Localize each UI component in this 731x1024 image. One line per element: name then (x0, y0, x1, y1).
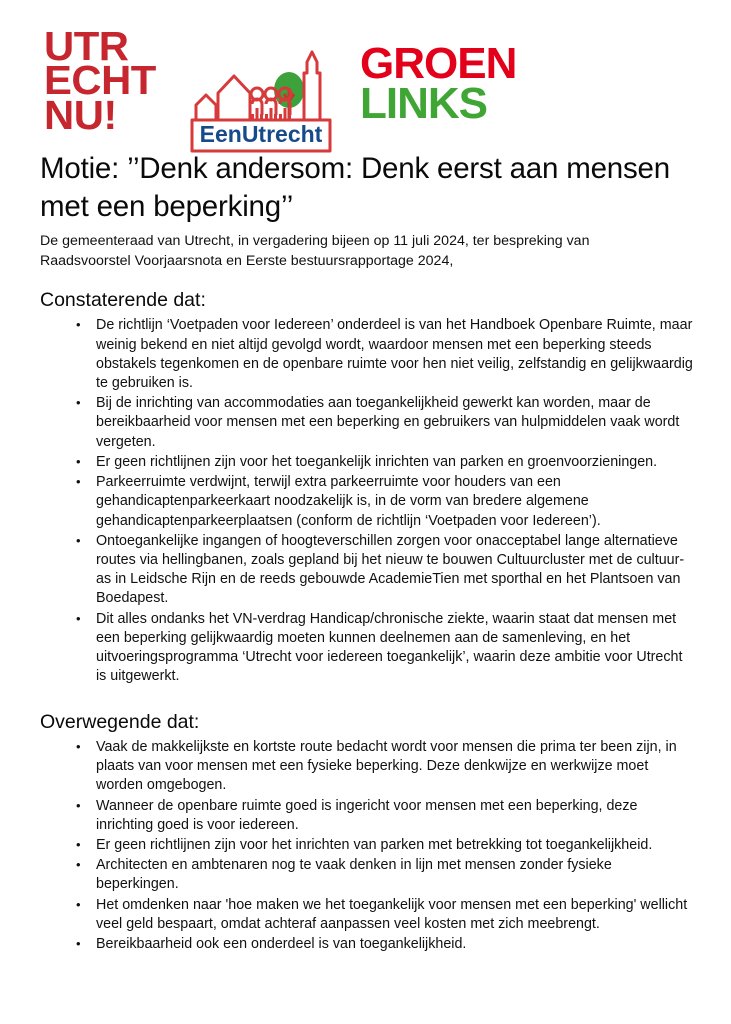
document-body (0, 150, 731, 954)
groenlinks-line-links: LINKS (360, 79, 487, 129)
section-constaterende (40, 289, 695, 687)
section-overwegende (40, 711, 695, 955)
list-item: • Bereikbaarheid ook een onderdeel is van toegankelijkheid. (74, 935, 695, 954)
list-item: • Er geen richtlijnen zijn voor het toegankelijk inrichten van parken en groenvoorzieningen. (74, 453, 695, 472)
list-item: • Het omdenken naar 'hoe maken we het toegankelijk voor mensen met een beperking' wellicht veel geld bespaart, omdat achteraf aanpassen veel kosten met zich meebrengt. (74, 896, 695, 934)
dom-tower-icon (304, 52, 320, 120)
utrecht-nu-logo (44, 23, 156, 138)
logo-bar (0, 0, 731, 150)
list-item: • De richtlijn ‘Voetpaden voor Iedereen’ onderdeel is van het Handboek Openbare Ruimte, maar weinig bekend en niet altijd gevolgd wordt, waardoor mensen met een beperking steeds obstakels tegenkomen en de openbare ruimte voor hen niet veilig, zelfstandig en gelijkwaardig te gebruiken is. (74, 316, 695, 393)
list-item: • Parkeerruimte verdwijnt, terwijl extra parkeerruimte voor houders van een gehandicaptenparkeerkaart noodzakelijk is, in de vorm van bredere algemene gehandicaptenparkeerplaatsen (conform de richtlijn ‘Voetpaden voor Iedereen’). (74, 473, 695, 531)
utrecht-nu-line-3: NU! (44, 91, 117, 138)
section-heading-constaterende: Constaterende dat: (40, 289, 206, 311)
large-house-icon (218, 76, 250, 120)
een-utrecht-skyline-icon (186, 48, 336, 160)
list-item: • Architecten en ambtenaren nog te vaak denken in lijn met mensen zonder fysieke beperkingen. (74, 856, 695, 894)
document-subtitle: De gemeenteraad van Utrecht, in vergadering bijeen op 11 juli 2024, ter bespreking van Raadsvoorstel Voorjaarsnota en Eerste bestuursrapportage 2024, (40, 232, 590, 269)
list-item: • Dit alles ondanks het VN-verdrag Handicap/chronische ziekte, waarin staat dat mensen met een beperking gelijkwaardig moeten kunnen deelnemen aan de samenleving, en het uitvoeringsprogramma ‘Utrecht voor iedereen toegankelijk’, waarin deze ambitie voor Utrecht is uitgewerkt. (74, 610, 695, 687)
utrecht-nu-line-2: ECHT (44, 57, 156, 104)
small-house-icon (196, 95, 216, 120)
list-item: • Wanneer de openbare ruimte goed is ingericht voor mensen met een beperking, deze inrichting goed is voor iedereen. (74, 797, 695, 835)
list-item: • Vaak de makkelijkste en kortste route bedacht wordt voor mensen die prima ter been zijn, in plaats van voor mensen met een fysieke beperking. Deze denkwijze en werkwijze moet worden omgebogen. (74, 738, 695, 796)
page-title: Motie: ’’Denk andersom: Denk eerst aan mensen met een beperking’’ (40, 152, 670, 224)
bullet-list-constaterende (40, 316, 695, 686)
een-utrecht-wordmark: EenUtrecht (199, 121, 323, 147)
een-utrecht-logo (186, 48, 336, 160)
groenlinks-line-groen: GROEN (360, 39, 517, 88)
bullet-list-overwegende (40, 738, 695, 954)
list-item: • Ontoegankelijke ingangen of hoogteverschillen zorgen voor onacceptabel lange alternatieve routes via hellingbanen, zoals gepland bij het nieuw te bouwen Cultuurcluster met de cultuur-as in Leidsche Rijn en de reeds gebouwde AcademieTien met sporthal en het Plantsoen van Boedapest. (74, 532, 695, 609)
list-item: • Bij de inrichting van accommodaties aan toegankelijkheid gewerkt kan worden, maar de bereikbaarheid voor mensen met een beperking en gebruikers van hulpmiddelen vaak wordt vergeten. (74, 394, 695, 452)
utrecht-nu-line-1: UTR (44, 23, 129, 69)
list-item: • Er geen richtlijnen zijn voor het inrichten van parken met betrekking tot toegankelijkheid. (74, 836, 695, 855)
groenlinks-logo (360, 39, 517, 129)
section-heading-overwegende: Overwegende dat: (40, 710, 200, 733)
